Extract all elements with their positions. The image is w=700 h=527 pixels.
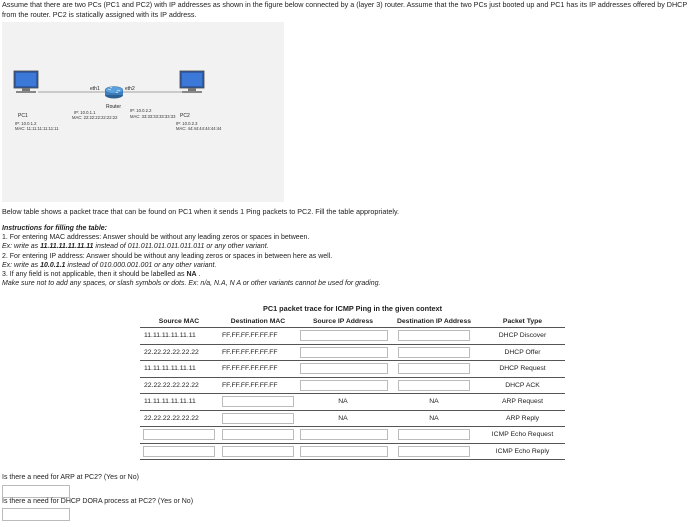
dhcp-answer-input[interactable]	[2, 508, 70, 521]
src-mac-cell: 11.11.11.11.11.11	[140, 328, 218, 345]
dst-ip-cell	[388, 427, 480, 444]
dst-mac-cell	[218, 410, 298, 427]
pc1-mac: MAC: 11:11:11:11:11:11	[15, 126, 59, 131]
dst-ip-cell	[388, 443, 480, 460]
instruction-line-1: 1. For entering MAC addresses: Answer should be without any leading zeros or spaces in between.	[2, 234, 310, 242]
packet-type-cell: ICMP Echo Reply	[480, 443, 565, 460]
packet-type-cell: ARP Request	[480, 394, 565, 411]
src-mac-cell	[140, 443, 218, 460]
src-mac-cell: 11.11.11.11.11.11	[140, 394, 218, 411]
src-ip-input[interactable]	[300, 380, 388, 391]
table-header-row	[140, 316, 565, 328]
na-prefix: 3. If any field is not applicable, then it should be labelled as	[2, 271, 187, 279]
router-eth1-ip: IP: 10.0.1.1	[74, 110, 96, 115]
table-row	[140, 427, 565, 444]
src-ip-cell	[298, 427, 388, 444]
packet-trace-table	[140, 316, 565, 460]
table-description: Below table shows a packet trace that can be found on PC1 when it sends 1 Ping packets to PC2. Fill the table appropriately.	[2, 207, 400, 216]
instructions	[2, 224, 692, 288]
src-ip-cell	[298, 328, 388, 345]
dst-ip-cell	[388, 361, 480, 378]
packet-type-cell: DHCP Offer	[480, 344, 565, 361]
table-row	[140, 344, 565, 361]
pc1-label: PC1	[18, 113, 28, 119]
dst-ip-cell: NA	[388, 394, 480, 411]
src-mac-cell: 22.22.22.22.22.22	[140, 377, 218, 394]
ex2-suffix: instead of 010.000.001.001 or any other variant.	[65, 261, 217, 269]
pc1-icon	[14, 71, 38, 93]
header-source-ip: Source IP Address	[298, 316, 388, 328]
header-packet-type: Packet Type	[480, 316, 565, 328]
router-label: Router	[106, 104, 122, 110]
header-destination-ip: Destination IP Address	[388, 316, 480, 328]
ex2-prefix: Ex: write as	[2, 261, 41, 269]
pc2-mac: MAC: 44:44:44:44:44:44	[176, 126, 222, 131]
dst-mac-input[interactable]	[222, 396, 294, 407]
dst-mac-cell: FF.FF.FF.FF.FF.FF	[218, 328, 298, 345]
instructions-heading: Instructions for filling the table:	[2, 225, 107, 232]
dst-ip-cell	[388, 328, 480, 345]
packet-type-cell: DHCP Request	[480, 361, 565, 378]
dst-mac-cell: FF.FF.FF.FF.FF.FF	[218, 344, 298, 361]
pc1-ip: IP: 10.0.1.2	[15, 121, 37, 126]
src-ip-input[interactable]	[300, 446, 388, 457]
table-title: PC1 packet trace for ICMP Ping in the given context	[262, 304, 443, 313]
src-mac-cell: 11.11.11.11.11.11	[140, 361, 218, 378]
eth2-label: eth2	[125, 86, 135, 92]
dst-mac-cell	[218, 394, 298, 411]
dst-ip-input[interactable]	[398, 330, 470, 341]
pc2-icon	[180, 71, 204, 93]
header-destination-mac: Destination MAC	[218, 316, 298, 328]
packet-type-cell: ICMP Echo Request	[480, 427, 565, 444]
src-ip-cell	[298, 377, 388, 394]
src-mac-input[interactable]	[143, 429, 215, 440]
src-ip-input[interactable]	[300, 429, 388, 440]
network-figure	[2, 22, 284, 202]
table-row	[140, 377, 565, 394]
instruction-example-1	[2, 242, 692, 251]
question-arp-pc2: Is there a need for ARP at PC2? (Yes or No)	[2, 474, 139, 481]
dst-ip-input[interactable]	[398, 446, 470, 457]
packet-type-cell: DHCP Discover	[480, 328, 565, 345]
src-mac-cell: 22.22.22.22.22.22	[140, 344, 218, 361]
dst-ip-cell	[388, 377, 480, 394]
src-ip-input[interactable]	[300, 363, 388, 374]
src-ip-cell: NA	[298, 410, 388, 427]
dst-mac-cell	[218, 427, 298, 444]
router-icon	[105, 87, 123, 99]
intro-paragraph: Assume that there are two PCs (PC1 and PC2) with IP addresses as shown in the figure below connected by a (layer 3) router. Assume that the two PCs just booted up and PC1 has its IP addresses offered by DHCP from the router. PC2 is statically assigned with its IP address.	[2, 0, 688, 19]
dst-mac-cell: FF.FF.FF.FF.FF.FF	[218, 361, 298, 378]
router-eth2-ip: IP: 10.0.2.2	[130, 108, 152, 113]
na-suffix: .	[196, 271, 201, 279]
table-row	[140, 328, 565, 345]
table-row	[140, 443, 565, 460]
eth1-label: eth1	[90, 86, 100, 92]
src-ip-cell	[298, 344, 388, 361]
pc2-label: PC2	[180, 113, 190, 119]
dst-ip-cell	[388, 344, 480, 361]
router-eth1-mac: MAC: 22:22:22:22:22:22	[72, 115, 118, 120]
table-row	[140, 361, 565, 378]
dst-ip-input[interactable]	[398, 363, 470, 374]
instruction-example-2	[2, 261, 692, 270]
src-ip-input[interactable]	[300, 347, 388, 358]
src-ip-cell	[298, 443, 388, 460]
router-eth2-mac: MAC: 33:33:33:33:33:33	[130, 114, 176, 119]
pc2-ip: IP: 10.0.2.3	[176, 121, 198, 126]
dst-mac-cell	[218, 443, 298, 460]
instruction-line-2: 2. For entering IP address: Answer should be without any leading zeros or spaces in between here as well.	[2, 252, 333, 260]
instruction-line-3	[2, 270, 692, 279]
dst-mac-input[interactable]	[222, 413, 294, 424]
ex1-prefix: Ex: write as	[2, 243, 41, 251]
table-row	[140, 410, 565, 427]
ex2-value: 10.0.1.1	[40, 261, 66, 269]
instruction-line-4: Make sure not to add any spaces, or slash symbols or dots. Ex: n/a, N.A, N A or other variants cannot be used for grading.	[2, 280, 381, 288]
dst-mac-input[interactable]	[222, 446, 294, 457]
header-source-mac: Source MAC	[140, 316, 218, 328]
src-mac-input[interactable]	[143, 446, 215, 457]
packet-type-cell: DHCP ACK	[480, 377, 565, 394]
arp-answer-input[interactable]	[2, 485, 70, 498]
src-mac-cell: 22.22.22.22.22.22	[140, 410, 218, 427]
ex1-suffix: instead of 011.011.011.011.011.011 or any other variant.	[93, 243, 269, 251]
na-value: NA	[186, 271, 197, 279]
ex1-value: 11.11.11.11.11.11	[40, 243, 94, 251]
dst-ip-input[interactable]	[398, 380, 470, 391]
dst-ip-input[interactable]	[398, 429, 470, 440]
question-dhcp-pc2: Is there a need for DHCP DORA process at PC2? (Yes or No)	[2, 498, 194, 505]
src-mac-cell	[140, 427, 218, 444]
src-ip-cell	[298, 361, 388, 378]
dst-ip-cell: NA	[388, 410, 480, 427]
dst-mac-cell: FF.FF.FF.FF.FF.FF	[218, 377, 298, 394]
dst-mac-input[interactable]	[222, 429, 294, 440]
dst-ip-input[interactable]	[398, 347, 470, 358]
src-ip-input[interactable]	[300, 330, 388, 341]
table-row	[140, 394, 565, 411]
packet-type-cell: ARP Reply	[480, 410, 565, 427]
src-ip-cell: NA	[298, 394, 388, 411]
